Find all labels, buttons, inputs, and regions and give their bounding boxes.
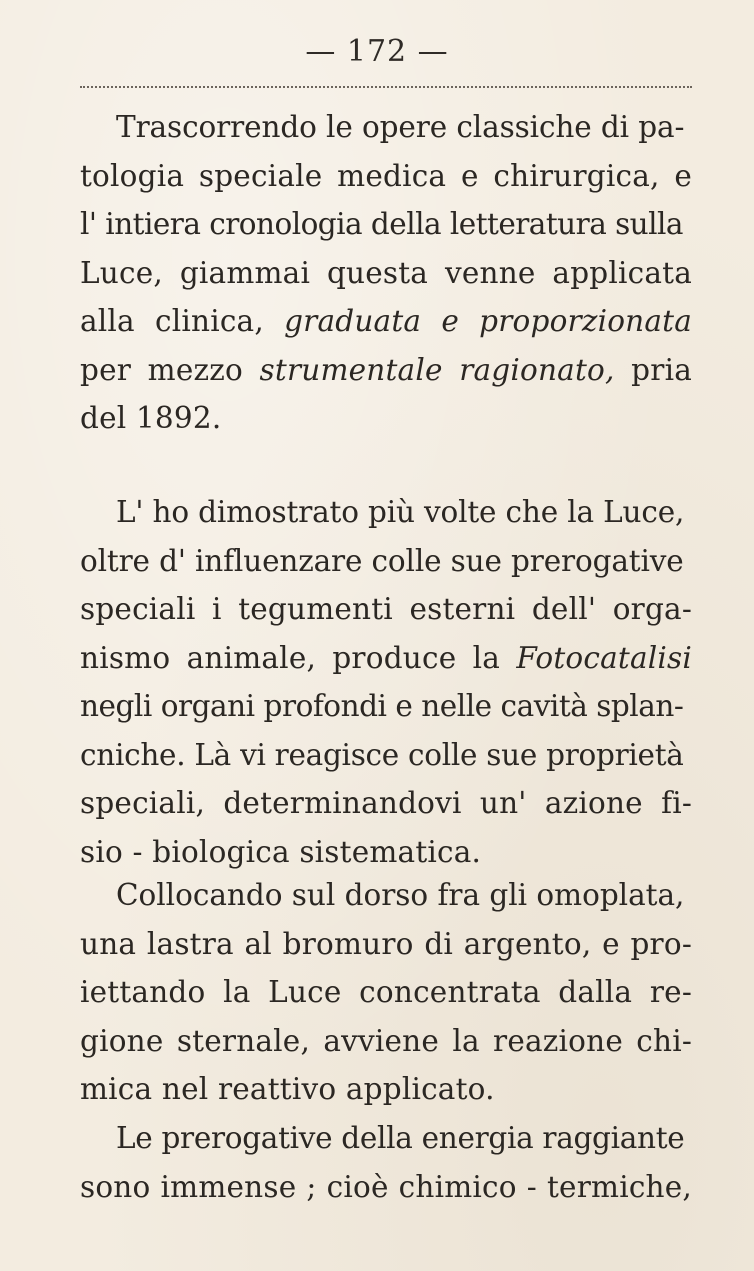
text-line-with-italics [80, 346, 692, 395]
text-line-content: per mezzo strumentale ragionato, pria [80, 352, 692, 387]
text-line [80, 1065, 692, 1114]
text-line [80, 152, 692, 201]
text-line-content: oltre d' influenzare colle sue prerogative [80, 543, 684, 578]
text-line-content: Luce, giammai questa venne applicata [80, 255, 692, 290]
italic-phrase: strumentale ragionato, [259, 352, 615, 387]
text-line-content: tologia speciale medica e chirurgica, e [80, 158, 692, 193]
text-line-content: Le prerogative della energia raggiante [116, 1121, 685, 1155]
text-line [80, 920, 692, 969]
text-line-content: iettando la Luce concentrata dalla re- [80, 975, 692, 1009]
paragraph-4 [80, 1114, 692, 1211]
text-line-content: Collocando sul dorso fra gli omoplata, [116, 878, 685, 912]
text-line [80, 249, 692, 298]
text-line [80, 585, 692, 634]
text-line [80, 828, 692, 877]
text-line [80, 779, 692, 828]
text-line-content: cniche. Là vi reagisce colle sue proprietà [80, 737, 684, 772]
text-line [80, 537, 692, 586]
text-line-content: gione sternale, avviene la reazione chi- [80, 1023, 692, 1058]
page-number: — 172 — [305, 34, 449, 69]
text-line [80, 394, 692, 443]
text-line-content: mica nel reattivo applicato. [80, 1072, 495, 1106]
text-line-content: L' ho dimostrato più volte che la Luce, [116, 495, 685, 529]
text-line-content: speciali i tegumenti esterni dell' orga- [80, 592, 692, 626]
paragraph-1 [80, 103, 692, 443]
text-line-with-italics [80, 634, 692, 683]
text-line [80, 200, 692, 249]
text-line-content: Trascorrendo le opere classiche di pa- [116, 110, 685, 144]
text-line-content: del 1892. [80, 401, 222, 435]
text-line [80, 1114, 692, 1163]
text-line-content: alla clinica, graduata e proporzionata [80, 304, 692, 338]
text-line-content: sio - biologica sistematica. [80, 834, 482, 869]
header-divider [80, 86, 692, 88]
text-line-content: speciali, determinandovi un' azione fi- [80, 786, 692, 820]
text-line [80, 731, 692, 780]
text-line-content: sono immense ; cioè chimico - termiche, [80, 1169, 692, 1204]
text-line [80, 103, 692, 152]
text-line [80, 968, 692, 1017]
italic-phrase: Fotocatalisi [516, 640, 692, 675]
text-line [80, 1017, 692, 1066]
text-line [80, 1163, 692, 1212]
text-line [80, 871, 692, 920]
text-line-with-italics [80, 297, 692, 346]
text-line [80, 682, 692, 731]
text-line-content: l' intiera cronologia della letteratura sulla [80, 207, 683, 241]
paragraph-3 [80, 871, 692, 1114]
italic-phrase: graduata e proporzionata [284, 304, 692, 338]
text-line-content: nismo animale, produce la Fotocatalisi [80, 640, 692, 675]
paragraph-2 [80, 488, 692, 876]
text-line-content: una lastra al bromuro di argento, e pro- [80, 926, 692, 961]
text-line-content: negli organi profondi e nelle cavità splan- [80, 689, 684, 723]
text-line [80, 488, 692, 537]
